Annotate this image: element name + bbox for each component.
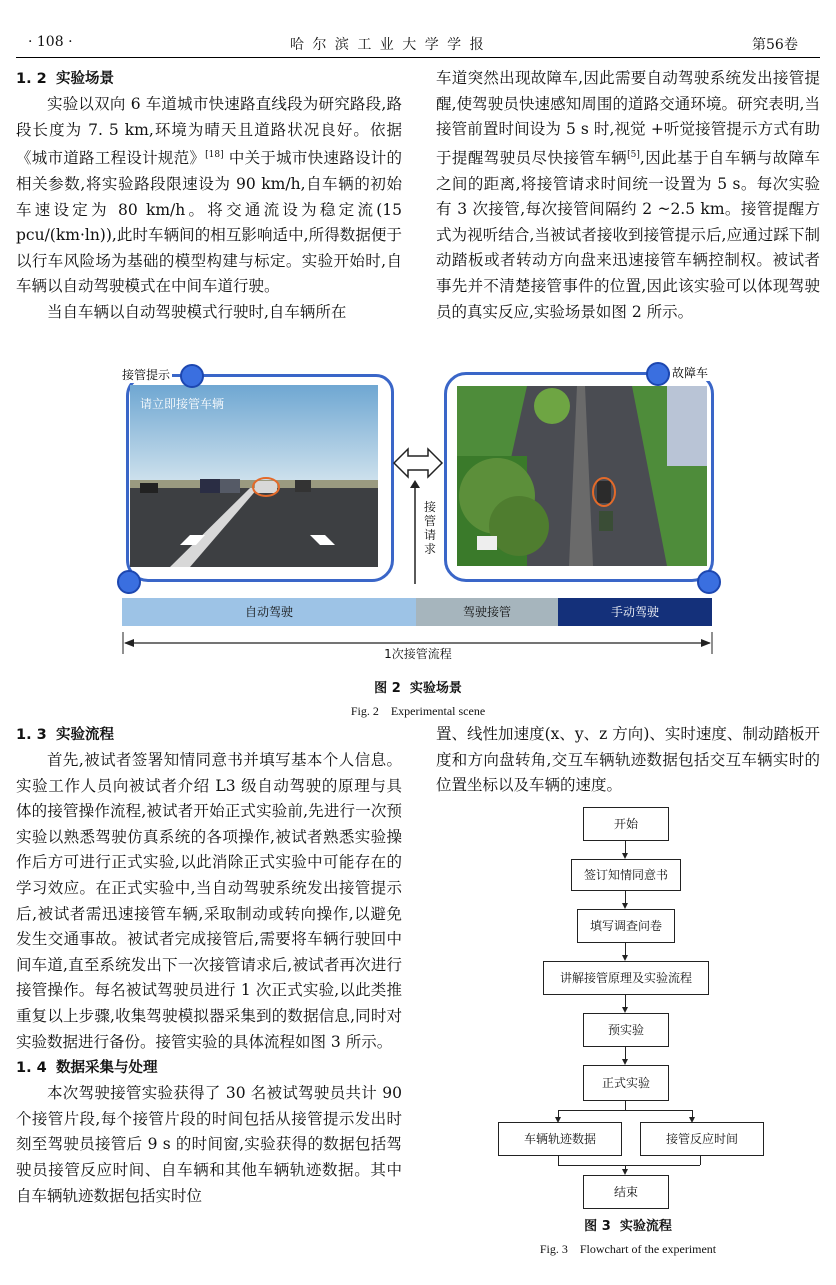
figure-2-caption-en: Fig. 2 Experimental scene [350,704,486,718]
flow-branch-right: 接管反应时间 [640,1122,764,1156]
frame-node-dot [697,570,721,594]
up-arrow-icon [408,480,422,586]
phase-bar-auto: 自动驾驶 [122,598,416,626]
paragraph: 本次驾驶接管实验获得了 30 名被试驾驶员共计 90 个接管片段,每个接管片段的时间包括从接管提示发出时刻至驾驶员接管后 9 s 的时间窗,实验获得的数据包括驾驶员接管反应时间、自车辆和其他车辆轨迹数据。其中自车辆轨迹数据包括实时位 [16,1084,402,1205]
section-heading-1-4: 1. 4 数据采集与处理 [16,1060,158,1077]
figure-2-caption-cn: 图 2 实验场景 [374,681,462,696]
paragraph: 当自车辆以自动驾驶模式行驶时,自车辆所在 [47,302,347,321]
header-rule [16,57,820,58]
double-arrow-icon [392,446,444,480]
page-number: · 108 · [28,34,73,50]
takeover-prompt-scene-image [130,385,378,567]
flow-end: 结束 [583,1175,669,1209]
flow-step: 预实验 [583,1013,669,1047]
faulty-car-scene-image [457,386,707,566]
page-header [0,0,836,58]
paragraph: 车道突然出现故障车,因此需要自动驾驶系统发出接管提醒,使驾驶员快速感知周围的道路交通环境。研究表明,当接管前置时间设为 5 s 时,视觉 +听觉接管提示方式有助于提醒驾驶员尽快接管车辆[5],因此基于自车辆与故障车之间的距离,将接管请求时间统一设置为 5 s。每次实验有 3 次接管,每次接管间隔约 2 ~2.5 km。接管提醒方式为视听结合,当被试者接收到接管提示后,应通过踩下制动踏板或者转动方向盘来迅速接管车辆控制权。被试者事先并不清楚接管事件的位置,因此该实验可以体现驾驶员的真实反应,实验场景如图 2 所示。 [436,69,820,321]
frame-node-dot [117,570,141,594]
flow-step: 开始 [583,807,669,841]
flow-step: 正式实验 [583,1065,669,1101]
flow-step: 填写调查问卷 [577,909,675,943]
flow-branch-left: 车辆轨迹数据 [498,1122,622,1156]
volume: 第56卷 [752,37,798,53]
phase-bar-takeover: 驾驶接管 [416,598,558,626]
takeover-screen-text: 请立即接管车辆 [140,397,225,411]
left-column-bottom [16,722,402,1209]
section-heading-1-3: 1. 3 实验流程 [16,727,114,743]
right-column-top [436,66,820,325]
figure-3-caption-en: Fig. 3 Flowchart of the experiment [539,1242,717,1256]
frame-node-dot [646,362,670,386]
paragraph: 首先,被试者签署知情同意书并填写基本个人信息。实验工作人员向被试者介绍 L3 级自动驾驶的原理与具体的接管操作流程,被试者开始正式实验前,先进行一次预实验以熟悉驾驶仿真系统的各项操作,被试者熟悉实验操作后方可进行正式实验,以此消除正式实验中可能存在的学习效应。在正式实验中,当自动驾驶系统发出接管提示后,被试者需迅速接管车辆,采取制动或转向操作,以避免发生交通事故。被试者完成接管后,需要将车辆行驶回中间车道,直至系统发出下一次接管请求后,被试者再次进行接管操作。每名被试驾驶员进行 1 次正式实验,以此类推重复以上步骤,收集驾驶模拟器采集到的数据信息,同时对实验数据进行备份。接管实验的具体流程如图 3 所示。 [16,751,402,1051]
faulty-car-label: 故障车 [672,366,709,380]
figure-3-caption-cn: 图 3 实验流程 [584,1219,672,1234]
right-column-bottom [436,722,820,799]
section-heading-1-2: 1. 2 实验场景 [16,71,114,87]
takeover-prompt-label: 接管提示 [122,368,171,382]
flow-step: 签订知情同意书 [571,859,681,891]
journal-name: 哈 尔 滨 工 业 大 学 学 报 [290,37,486,53]
paragraph: 实验以双向 6 车道城市快速路直线段为研究路段,路段长度为 7. 5 km,环境为晴天且道路状况良好。依据《城市道路工程设计规范》[18] 中关于城市快速路设计的相关参数,将实验路段限速设为 90 km/h,自车辆的初始车速设定为 80 km/h。将交通流设为稳定流(15 pcu/(km·ln)),此时车辆间的相互影响适中,所得数据便于以行车风险场为基础的模型构建与标定。实验开始时,自车辆以自动驾驶模式在中间车道行驶。 [16,95,402,296]
left-column-top [16,66,402,326]
phase-bar-manual: 手动驾驶 [558,598,712,626]
flow-step: 讲解接管原理及实验流程 [543,961,709,995]
takeover-request-label: 接管请求 [424,500,437,556]
frame-node-dot [180,364,204,388]
flow-label: 1次接管流程 [384,647,452,661]
paragraph: 置、线性加速度(x、y、z 方向)、实时速度、制动踏板开度和方向盘转角,交互车辆轨迹数据包括交互车辆实时的位置坐标以及车辆的速度。 [436,725,820,795]
